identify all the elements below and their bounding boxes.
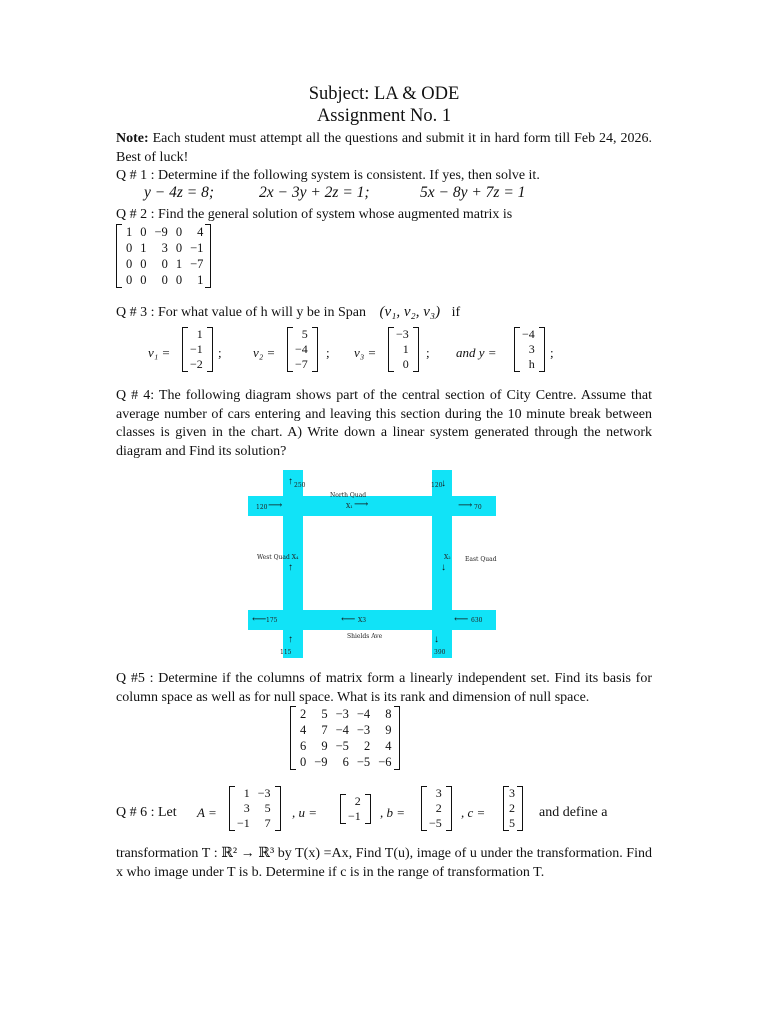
a-matrix-row <box>235 786 275 801</box>
q1-equation-3: 5x − 8y + 7z = 1 <box>420 184 526 201</box>
q1-text: Q # 1 : Determine if the following system is consistent. If yes, then solve it. <box>116 168 540 183</box>
vector-cell: −5 <box>429 816 442 830</box>
left-bracket <box>182 327 188 372</box>
v2-label: v₂ = <box>253 345 276 360</box>
q2-matrix-cell: 0 <box>175 241 183 255</box>
north-quad-label: North Quad <box>330 492 367 499</box>
q5-text-block <box>116 670 652 707</box>
left-bracket <box>514 327 520 372</box>
q6-text: transformation T : ℝ² → ℝ³ by T(x) =Ax, Find T(u), image of u under the transformation. Find x who image under T is b. Determine if c is in the range of transformation T. <box>116 846 652 880</box>
left-out: 175 <box>266 617 278 624</box>
vector-cell: −1 <box>190 342 203 356</box>
a-matrix-cell: −3 <box>257 786 271 800</box>
q5-matrix-cell: 4 <box>300 723 307 737</box>
a-matrix-cell: −1 <box>237 816 250 830</box>
q5-matrix-cell: 8 <box>385 707 392 721</box>
note-label: Note: <box>116 131 149 146</box>
q5-matrix-cell: −3 <box>356 723 371 737</box>
right-bracket <box>207 327 213 372</box>
right-bracket <box>446 786 452 831</box>
b-label: , b = <box>380 805 406 820</box>
c-vector <box>503 786 523 831</box>
west-road <box>283 470 306 658</box>
vector-row <box>427 816 446 831</box>
vector-row <box>293 342 312 357</box>
left-bracket <box>503 786 509 831</box>
down-arrow-icon: ↓ <box>441 562 446 573</box>
bottom-right-out: 390 <box>434 649 446 656</box>
q3-text-line <box>116 303 460 322</box>
q2-matrix-cell: 0 <box>175 225 183 239</box>
vector-cell: 1 <box>402 342 409 356</box>
c-label: , c = <box>461 805 486 820</box>
right-bracket <box>205 224 211 288</box>
v2-sep: ; <box>326 345 330 360</box>
q1-equation-2: 2x − 3y + 2z = 1; <box>259 184 370 201</box>
y-table <box>520 327 539 372</box>
note-paragraph <box>116 130 652 167</box>
q2-matrix-cell: 0 <box>126 273 133 287</box>
q5-matrix-cell: 6 <box>342 755 349 769</box>
left-bracket <box>116 224 122 288</box>
left-bracket <box>388 327 394 372</box>
q5-matrix-row <box>298 706 392 722</box>
q5-matrix-cell: −3 <box>335 707 349 721</box>
q6-definitions <box>116 784 656 842</box>
q6-lead: Q # 6 : Let <box>116 805 177 820</box>
q2-matrix-row <box>124 256 203 272</box>
vector-cell: 2 <box>354 794 361 808</box>
q5-matrix-cell: −5 <box>356 755 371 769</box>
down-arrow-icon: ↓ <box>434 634 439 645</box>
v1-sep: ; <box>218 345 222 360</box>
q5-matrix-cell: 9 <box>321 739 328 753</box>
a-matrix-cell: 1 <box>243 786 250 800</box>
q5-matrix-cell: 2 <box>363 739 371 753</box>
vector-row <box>293 327 312 342</box>
v3-label: v₃ = <box>354 345 377 360</box>
q5-matrix <box>290 706 400 770</box>
assignment-title: Assignment No. 1 <box>316 106 452 126</box>
q2-matrix-row <box>124 224 203 240</box>
vector-cell: −3 <box>396 327 409 341</box>
a-matrix-cell: 3 <box>243 801 250 815</box>
right-bracket <box>539 327 545 372</box>
a-matrix-row <box>235 801 275 816</box>
q5-matrix-row <box>298 722 392 738</box>
vector-row <box>346 809 365 824</box>
q2-matrix-cell: 1 <box>126 225 133 239</box>
left-arrow-icon: ⟵ <box>252 614 267 625</box>
v1-table <box>188 327 207 372</box>
q2-augmented-matrix <box>116 224 211 288</box>
q2-matrix-cell: 0 <box>140 225 147 239</box>
q2-matrix-cell: 4 <box>197 225 204 239</box>
q3-span: (v₁, v₂, v₃) <box>379 304 441 320</box>
right-out: 70 <box>474 504 482 511</box>
q2-matrix-cell: −9 <box>154 225 168 239</box>
q5-matrix-cell: 9 <box>385 723 392 737</box>
right-bracket <box>517 786 523 831</box>
q2-matrix-cell: 1 <box>175 257 183 271</box>
b-table <box>427 786 446 831</box>
v2-table <box>293 327 312 372</box>
vector-cell: −1 <box>348 809 361 823</box>
q5-matrix-row <box>298 754 392 770</box>
vector-row <box>520 327 539 342</box>
v3-sep: ; <box>426 345 430 360</box>
q2-matrix-cell: 1 <box>197 273 204 287</box>
vector-row <box>188 342 207 357</box>
up-arrow-icon: ↑ <box>288 476 293 487</box>
q2-matrix-cell: 0 <box>161 257 168 271</box>
vector-cell: −4 <box>295 342 308 356</box>
q2-matrix-cell: 0 <box>161 273 168 287</box>
y-vector <box>514 327 545 372</box>
q5-matrix-cell: 6 <box>300 739 307 753</box>
east-quad-label: East Quad <box>465 556 497 563</box>
q2-matrix-cell: 0 <box>140 257 147 271</box>
left-bracket <box>421 786 427 831</box>
q5-matrix-cell: −5 <box>335 739 349 753</box>
left-bracket <box>229 786 235 831</box>
up-arrow-icon: ↑ <box>288 634 293 645</box>
q3-vectors <box>148 327 618 379</box>
q2-matrix-cell: −7 <box>190 257 204 271</box>
left-bracket <box>340 794 346 824</box>
v3-table <box>394 327 413 372</box>
q5-matrix-cell: 2 <box>300 707 307 721</box>
vector-row <box>293 357 312 372</box>
vector-row <box>346 794 365 809</box>
x3-label: X3 <box>358 617 367 624</box>
right-bracket <box>275 786 281 831</box>
q2-matrix-cell: 0 <box>175 273 183 287</box>
y-label: and y = <box>456 345 497 360</box>
a-matrix-cell: 7 <box>264 816 271 830</box>
q5-matrix-cell: −4 <box>356 707 371 721</box>
vector-row <box>188 357 207 372</box>
q2-matrix-row <box>124 272 203 288</box>
q2-matrix-cell: 0 <box>126 257 133 271</box>
right-arrow-icon: ⟶ <box>354 499 369 510</box>
q2-matrix-table <box>124 224 203 288</box>
vector-cell: 3 <box>528 342 535 356</box>
v2-vector <box>287 327 318 372</box>
q5-matrix-cell: −4 <box>335 723 349 737</box>
top-right-in: 120 <box>431 482 443 489</box>
v1-label: v₁ = <box>148 345 171 360</box>
left-in: 120 <box>256 504 268 511</box>
vector-row <box>427 801 446 816</box>
right-arrow-icon: ⟶ <box>268 500 283 511</box>
b-vector <box>421 786 452 831</box>
vector-cell: 1 <box>196 327 203 341</box>
q4-text: Q # 4: The following diagram shows part of the central section of City Centre. Assume that average number of cars entering and leaving this section during the 10 minute break between classes is given in the chart. A) Write down a linear system generated through the network diagram and Find its solution? <box>116 388 652 459</box>
u-vector <box>340 794 371 824</box>
vector-cell: h <box>528 357 535 371</box>
left-bracket <box>290 706 296 770</box>
y-sep: ; <box>550 345 554 360</box>
a-label: A = <box>197 805 217 820</box>
traffic-network-diagram <box>248 470 496 658</box>
west-quad-label: West Quad X₄ <box>257 554 299 561</box>
vector-row <box>427 786 446 801</box>
q6-tail: and define a <box>539 805 608 820</box>
vector-cell: 2 <box>435 801 442 815</box>
q5-matrix-cell: 0 <box>300 755 307 769</box>
u-table <box>346 794 365 824</box>
vector-row <box>520 342 539 357</box>
u-label: , u = <box>292 805 318 820</box>
bottom-left-in: 115 <box>280 649 292 656</box>
q5-matrix-cell: 4 <box>385 739 392 753</box>
vector-cell: 5 <box>509 816 515 830</box>
vector-cell: 5 <box>301 327 308 341</box>
right-bracket <box>413 327 419 372</box>
x2-label: X₂ <box>444 554 451 561</box>
q5-matrix-cell: 7 <box>321 723 328 737</box>
note-text: Each student must attempt all the questions and submit it in hard form till Feb 24, 2026. Best of luck! <box>116 131 652 165</box>
vector-row <box>520 357 539 372</box>
q2-matrix-cell: −1 <box>190 241 204 255</box>
right-arrow-icon: ⟶ <box>458 500 473 511</box>
subject-title: Subject: LA & ODE <box>308 84 460 104</box>
q5-matrix-cell: 5 <box>321 707 328 721</box>
vector-cell: −7 <box>295 357 308 371</box>
vector-row <box>188 327 207 342</box>
vector-cell: 3 <box>509 786 515 800</box>
a-matrix-row <box>235 816 275 831</box>
right-bracket <box>394 706 400 770</box>
vector-cell: −4 <box>522 327 535 341</box>
q5-matrix-row <box>298 738 392 754</box>
left-arrow-icon: ⟵ <box>454 614 469 625</box>
shields-ave-label: Shields Ave <box>347 633 383 640</box>
q2-text: Q # 2 : Find the general solution of system whose augmented matrix is <box>116 207 513 222</box>
vector-row <box>394 327 413 342</box>
a-matrix-table <box>235 786 275 831</box>
q3-if: if <box>451 305 461 320</box>
q5-text: Q #5 : Determine if the columns of matrix form a linearly independent set. Find its basis for column space as well as for null space. What is its rank and dimension of null space. <box>116 671 652 705</box>
vector-row <box>394 342 413 357</box>
q1-equation-1: y − 4z = 8; <box>144 184 214 201</box>
up-arrow-icon: ↑ <box>288 562 293 573</box>
vector-cell: 2 <box>509 801 515 815</box>
q2-matrix-row <box>124 240 203 256</box>
left-arrow-icon: ⟵ <box>341 614 356 625</box>
x1-label: X₁ <box>346 503 353 510</box>
right-in: 630 <box>471 617 483 624</box>
down-arrow-icon: ↓ <box>441 478 446 489</box>
right-bracket <box>312 327 318 372</box>
left-bracket <box>287 327 293 372</box>
vector-cell: 3 <box>435 786 442 800</box>
q5-matrix-table <box>298 706 392 770</box>
q2-matrix-cell: 0 <box>140 273 147 287</box>
a-matrix-cell: 5 <box>264 801 271 815</box>
q2-matrix-cell: 0 <box>126 241 133 255</box>
right-bracket <box>365 794 371 824</box>
v3-vector <box>388 327 419 372</box>
q3-text: Q # 3 : For what value of h will y be in Span <box>116 305 367 320</box>
top-left-in: 250 <box>294 482 306 489</box>
q2-matrix-cell: 1 <box>140 241 147 255</box>
q5-matrix-cell: −6 <box>378 755 392 769</box>
q5-matrix-cell: −9 <box>314 755 328 769</box>
a-matrix <box>229 786 281 831</box>
v1-vector <box>182 327 213 372</box>
vector-row <box>394 357 413 372</box>
vector-cell: 0 <box>402 357 409 371</box>
q2-matrix-cell: 3 <box>161 241 168 255</box>
vector-cell: −2 <box>190 357 203 371</box>
